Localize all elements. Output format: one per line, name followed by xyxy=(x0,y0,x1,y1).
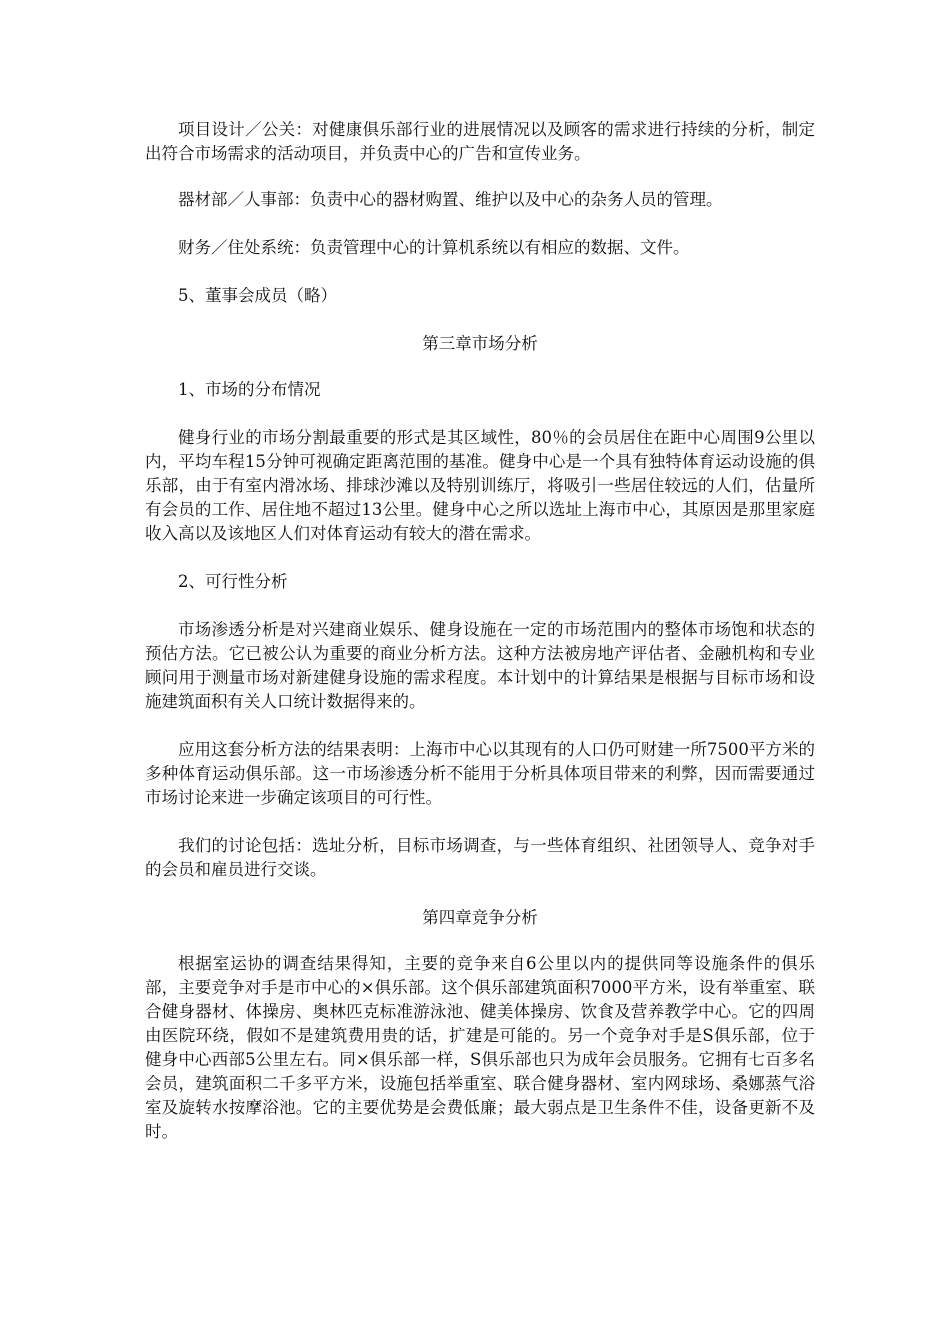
chapter-3-heading: 第三章市场分析 xyxy=(422,334,538,353)
chapter-4-heading: 第四章竞争分析 xyxy=(422,908,538,927)
paragraph-discussion: 我们的讨论包括：选址分析，目标市场调查，与一些体育组织、社团领导人、竞争对手的会员和雇员进行交谈。 xyxy=(145,836,815,879)
paragraph-market-distribution: 健身行业的市场分割最重要的形式是其区域性，80％的会员居住在距中心周围9公里以内，平均车程15分钟可视确定距离范围的基准。健身中心是一个具有独特体育运动设施的俱乐部，由于有室内滑冰场、排球沙滩以及特别训练厅，将吸引一些居住较远的人们，估量所有会员的工作、居住地不超过13公里。健身中心之所以选址上海市中心，其原因是那里家庭收入高以及该地区人们对体育运动有较大的潜在需求。 xyxy=(145,428,815,543)
paragraph-analysis-result: 应用这套分析方法的结果表明：上海市中心以其现有的人口仍可财建一所7500平方米的多种体育运动俱乐部。这一市场渗透分析不能用于分析具体项目带来的利弊，因而需要通过市场讨论来进一步确定该项目的可行性。 xyxy=(145,740,815,807)
paragraph-equipment-hr: 器材部／人事部：负责中心的器材购置、维护以及中心的杂务人员的管理。 xyxy=(178,190,723,209)
paragraph-board-members: 5、董事会成员（略） xyxy=(178,286,337,305)
paragraph-competition: 根据室运协的调查结果得知，主要的竞争来自6公里以内的提供同等设施条件的俱乐部，主要竞争对手是市中心的×俱乐部。这个俱乐部建筑面积7000平方米，设有举重室、联合健身器材、体操房、奥林匹克标准游泳池、健美体操房、饮食及营养教学中心。它的四周由医院环绕，假如不是建筑费用贵的话，扩建是可能的。另一个竞争对手是S俱乐部，位于健身中心西部5公里左右。同×俱乐部一样，S俱乐部也只为成年会员服务。它拥有七百多名会员，建筑面积二千多平方米，设施包括举重室、联合健身器材、室内网球场、桑娜蒸气浴室及旋转水按摩浴池。它的主要优势是会费低廉；最大弱点是卫生条件不佳，设备更新不及时。 xyxy=(145,954,815,1141)
paragraph-project-design: 项目设计／公关：对健康俱乐部行业的进展情况以及顾客的需求进行持续的分析，制定出符合市场需求的活动项目，并负责中心的广告和宣传业务。 xyxy=(145,120,815,163)
document-page xyxy=(145,118,815,1144)
section-market-distribution: 1、市场的分布情况 xyxy=(178,380,321,399)
paragraph-market-penetration: 市场渗透分析是对兴建商业娱乐、健身设施在一定的市场范围内的整体市场饱和状态的预估方法。它已被公认为重要的商业分析方法。这种方法被房地产评估者、金融机构和专业顾问用于测量市场对新建健身设施的需求程度。本计划中的计算结果是根据与目标市场和设施建筑面积有关人口统计数据得来的。 xyxy=(145,620,815,711)
section-feasibility: 2、可行性分析 xyxy=(178,572,288,591)
paragraph-finance-system: 财务／住处系统：负责管理中心的计算机系统以有相应的数据、文件。 xyxy=(178,238,690,257)
